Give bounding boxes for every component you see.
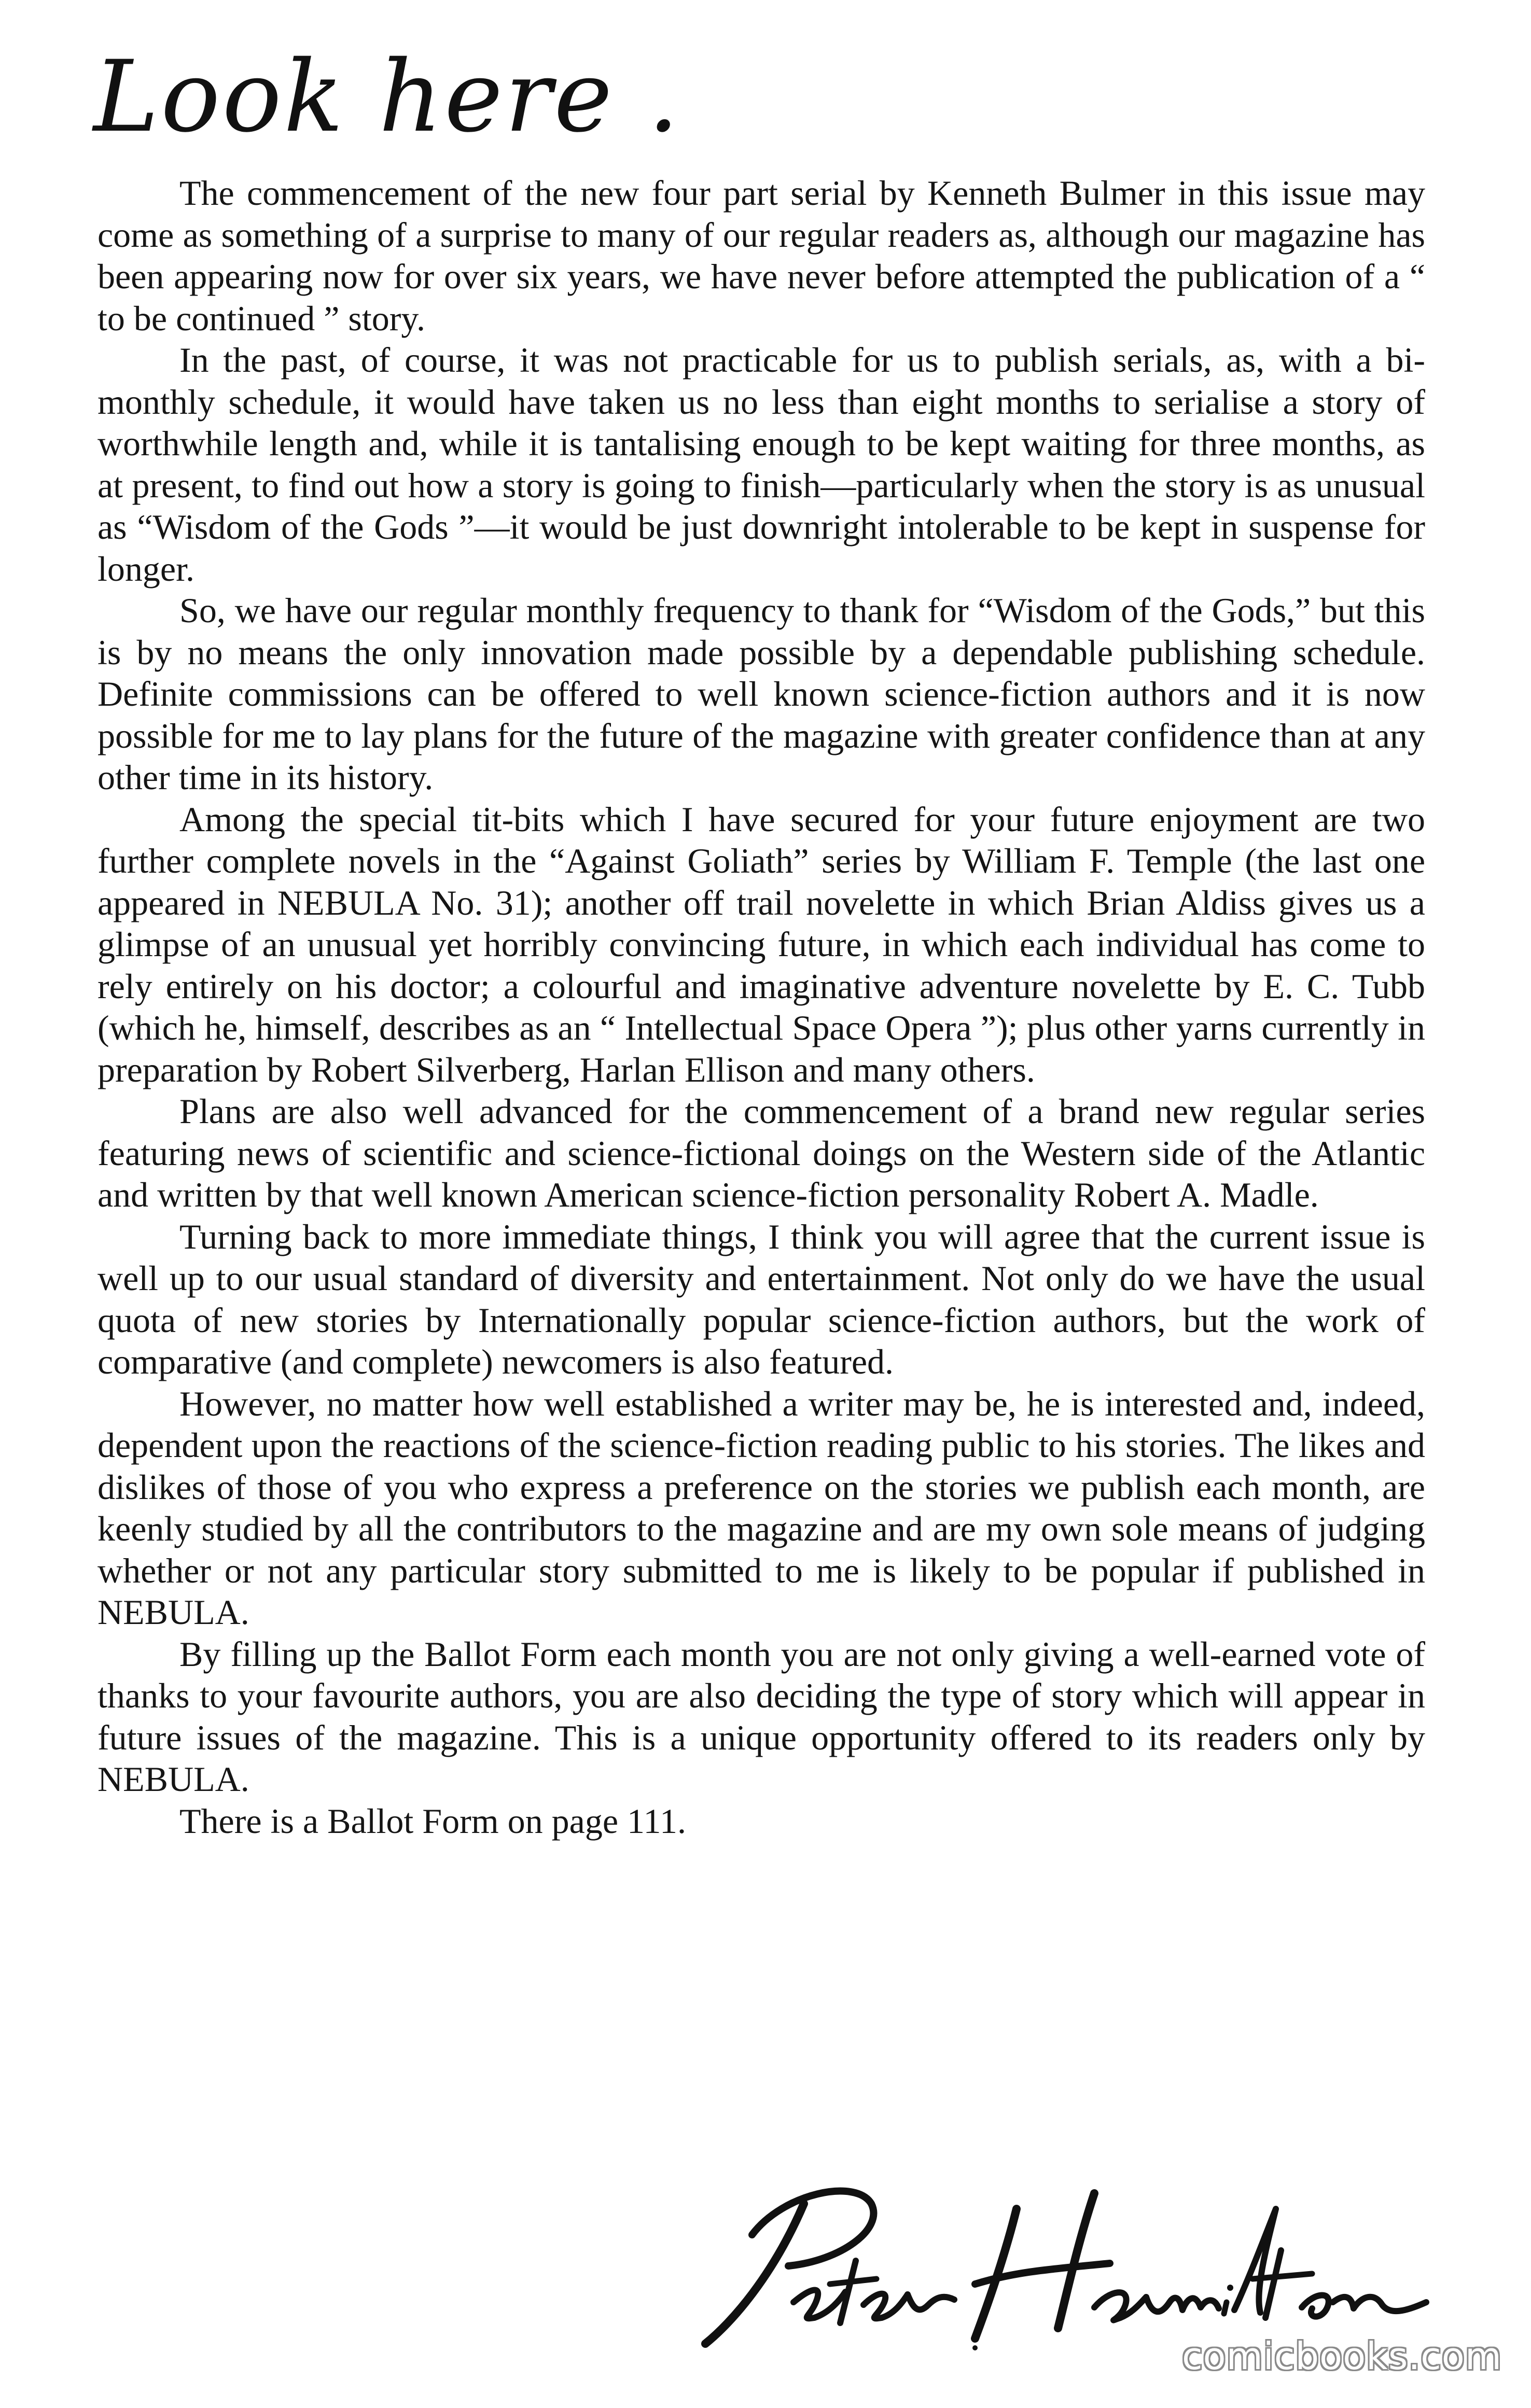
paragraph-reader-reactions: However, no matter how well established a writer may be, he is interested and, indeed, dependent upon the reactions of the science-fiction reading public to his stories. The likes and dislikes of those of you who express a preference on the stories we publish each month, are keenly studied by all the contributors to the magazine and are my own sole means of judging whether or not any particular story submitted to me is likely to be popular if published in NEBULA. [98,1383,1425,1632]
editorial-title: Look here . [93,39,681,154]
paragraph-bimonthly-schedule: In the past, of course, it was not practicable for us to publish serials, as, with a bi-monthly schedule, it would have taken us no less than eight months to serialise a story of worthwhile length and, while it is tantalising enough to be kept waiting for three months, as at present, to find out how a story is going to finish—particularly when the story is as unusual as “Wisdom of the Gods ”—it would be just downright intolerable to be kept in suspense for longer. [98,340,1425,589]
editorial-body [98,172,1425,1842]
paragraph-new-series: Plans are also well advanced for the commencement of a brand new regular series featuring news of scientific and science-fictional doings on the Western side of the Atlantic and written by that well known American science-fiction personality Robert A. Madle. [98,1091,1425,1214]
paragraph-ballot-form: By filling up the Ballot Form each month you are not only giving a well-earned vote of thanks to your favourite authors, you are also deciding the type of story which will appear in future issues of the magazine. This is a unique opportunity offered to its readers only by NEBULA. [98,1634,1425,1799]
paragraph-serial-announcement: The commencement of the new four part serial by Kenneth Bulmer in this issue may come as something of a surprise to many of our regular readers as, although our magazine has been appearing now for over six years, we have never before attempted the publication of a “ to be continued ” story. [98,173,1425,338]
editor-signature [685,2173,1447,2359]
paragraph-monthly-frequency: So, we have our regular monthly frequency to thank for “Wisdom of the Gods,” but this is by no means the only innovation made possible by a dependable publishing schedule. Definite commissions can be offered to well known science-fiction authors and it is now possible for me to lay plans for the future of the magazine with greater confidence than at any other time in its history. [98,591,1425,797]
site-watermark: comicbooks.com [1181,2334,1502,2378]
paragraph-current-issue: Turning back to more immediate things, I think you will agree that the current issue is well up to our usual standard of diversity and entertainment. Not only do we have the usual quota of new stories by Internationally popular science-fiction authors, but the work of comparative (and complete) newcomers is also featured. [98,1216,1425,1381]
paragraph-ballot-page: There is a Ballot Form on page 111. [179,1801,686,1841]
paragraph-future-titbits: Among the special tit-bits which I have secured for your future enjoyment are two further complete novels in the “Against Goliath” series by William F. Temple (the last one appeared in NEBULA No. 31); another off trail novelette in which Brian Aldiss gives us a glimpse of an unusual yet horribly convincing future, in which each individual has come to rely entirely on his doctor; a colourful and imaginative adventure novelette by E. C. Tubb (which he, himself, describes as an “ Intellectual Space Opera ”); plus other yarns currently in preparation by Robert Silverberg, Harlan Ellison and many others. [98,799,1425,1089]
